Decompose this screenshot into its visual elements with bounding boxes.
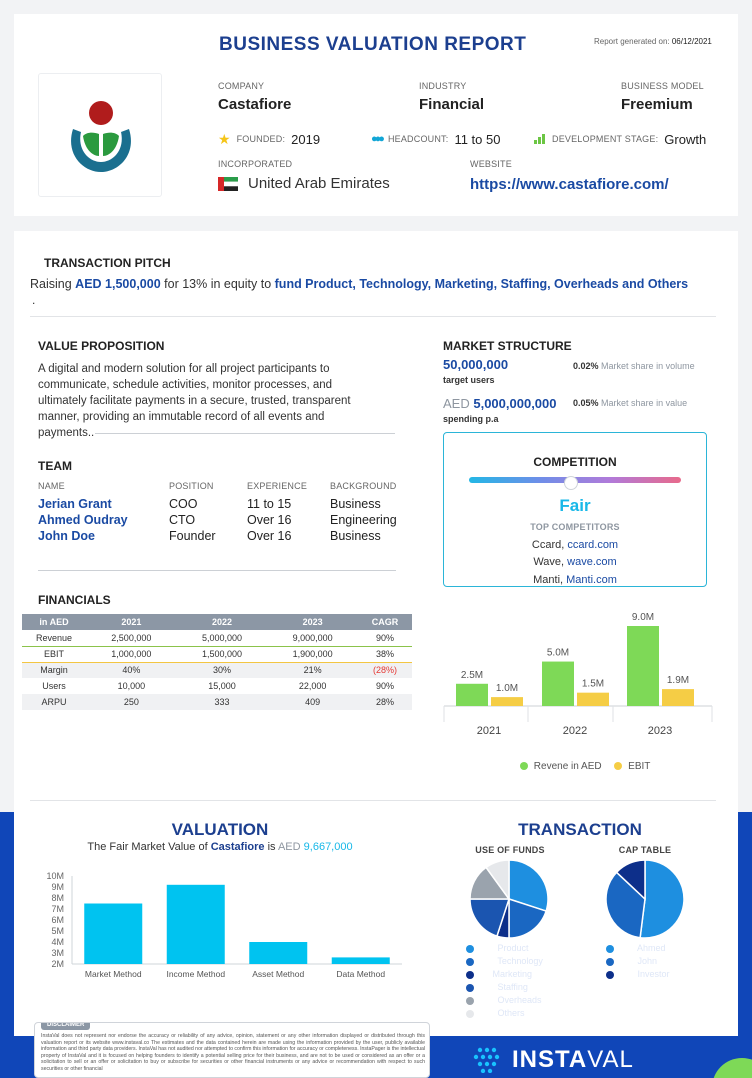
financials-table [22, 614, 412, 710]
competitor-site[interactable]: wave.com [567, 556, 617, 568]
legend-ebit-label: EBIT [628, 761, 651, 772]
value-prop-line: manner, providing an immutable record of all events and [38, 411, 325, 423]
x-tick-label: Data Method [336, 969, 386, 979]
founded-value: 2019 [291, 131, 321, 147]
cap-table-item [606, 968, 670, 981]
cap-table-legend [606, 942, 670, 981]
model-label: BUSINESS MODEL [621, 81, 704, 91]
financials-cell: 2,500,000 [86, 630, 177, 646]
divider-team [38, 570, 396, 571]
competitor-item [443, 536, 707, 554]
use-pct: 30% [477, 943, 496, 953]
cap-name: Ahmed [637, 943, 666, 953]
use-of-funds-item [466, 955, 543, 968]
use-pct: 20% [477, 982, 496, 992]
team-member-background: Engineering [330, 513, 397, 527]
team-header-name: NAME [38, 481, 65, 491]
headcount-value: 11 to 50 [454, 131, 501, 147]
headcount-label: HEADCOUNT: [387, 134, 449, 144]
report-title: BUSINESS VALUATION REPORT [219, 34, 527, 55]
market-spend-label: spending p.a [443, 414, 499, 424]
pitch-text [30, 276, 720, 292]
financials-cell: 90% [375, 681, 394, 691]
industry-value: Financial [419, 96, 485, 113]
use-of-funds-legend [466, 942, 543, 1020]
valuation-sub-company: Castafiore [210, 841, 265, 853]
valuation-bar [249, 942, 307, 964]
company-value: Castafiore [218, 96, 292, 113]
legend-dot [606, 945, 614, 953]
legend-dot [466, 971, 474, 979]
competitor-name: Wave, [533, 556, 565, 568]
legend-dot [606, 971, 614, 979]
team-header-position: POSITION [169, 481, 214, 491]
y-tick-label: 8M [51, 893, 64, 903]
bar-value-label: 2.5M [460, 669, 484, 681]
use-of-funds-pie [468, 858, 550, 940]
use-pct: 5% [477, 969, 491, 979]
team-title: TEAM [38, 459, 72, 473]
valuation-chart [30, 866, 410, 986]
revenue-chart-legend [520, 761, 650, 772]
financials-header: in AED [22, 614, 86, 630]
team-member-background: Business [330, 529, 381, 543]
value-prop-line: ultimately facilitate payments in a secure, trusted, transparent [38, 395, 351, 407]
valuation-sub-prefix: The Fair Market Value of [87, 841, 208, 853]
divider-pitch [30, 316, 716, 317]
report-generated-label: Report generated on: [594, 37, 670, 46]
x-tick-label: 2021 [476, 725, 502, 737]
founded-row [218, 131, 320, 147]
star-icon: ★ [218, 130, 231, 147]
pitch-title: TRANSACTION PITCH [44, 256, 171, 270]
competitor-item [443, 571, 707, 589]
market-users-value: 50,000,000 [443, 357, 509, 372]
y-tick-label: 6M [51, 915, 64, 925]
y-tick-label: 7M [51, 904, 64, 914]
incorporated-row [218, 175, 390, 192]
transaction-title: TRANSACTION [518, 820, 642, 839]
financials-cell: 1,000,000 [86, 646, 177, 662]
founded-label: FOUNDED: [236, 134, 286, 144]
use-name: Others [497, 1008, 525, 1018]
pitch-prefix: Raising [30, 277, 72, 291]
y-tick-label: 9M [51, 882, 64, 892]
website-link[interactable]: https://www.castafiore.com/ [470, 176, 669, 193]
disclaimer-text: InstaVal does not represent nor endorse the accuracy or reliability of any advice, opinion, statement or any other information displayed or distributed through this valuation report or its website www.instaval.co The estimates and the data contained herein are made using the information provided by the user, publicly available information and third party data providers. InstaVal has not audited nor attempted to confirm this information for accuracy or completeness. InstaPager is the intellectual property of InstaVal and it is focused on helping founders to identify a potential selling price for their business, and are not to be used or considered as an offer or a solicitation to sell or an offer or solicitation to buy or subscribe for securities or other financial instruments or any advice or recommendation with respect to such securities or other financial [41, 1033, 425, 1072]
people-icon: ●●● [371, 133, 382, 145]
brand-name-light: VAL [587, 1046, 634, 1073]
instaval-logo-icon [470, 1047, 504, 1073]
industry-label: INDUSTRY [419, 81, 467, 91]
valuation-subtitle [40, 841, 400, 853]
uae-flag-icon [218, 177, 238, 191]
market-volume-label: Market share in volume [601, 361, 695, 371]
use-of-funds-label: USE OF FUNDS [475, 845, 545, 855]
market-spend [443, 396, 557, 411]
y-tick-label: 2M [51, 959, 64, 969]
market-volume [573, 361, 695, 371]
valuation-title: VALUATION [171, 820, 269, 839]
pie-slice [640, 860, 684, 938]
y-tick-label: 3M [51, 948, 64, 958]
competition-gauge-marker [564, 476, 578, 490]
financials-cell: 90% [358, 630, 412, 646]
team-member-position: COO [169, 497, 198, 511]
financials-cell: 21% [267, 662, 358, 678]
report-generated [594, 37, 712, 46]
disclaimer-box [34, 1022, 430, 1078]
stage-label: DEVELOPMENT STAGE: [552, 134, 659, 144]
brand-name-bold: INSTA [512, 1046, 588, 1073]
x-tick-label: Market Method [84, 969, 142, 979]
team-header-experience: EXPERIENCE [247, 481, 308, 491]
revenue-bar [627, 626, 659, 706]
cap-table-item [606, 942, 670, 955]
website-label: WEBSITE [470, 159, 512, 169]
team-member-position: Founder [169, 529, 216, 543]
team-member-name: Jerian Grant [38, 497, 112, 511]
y-tick-label: 10M [46, 871, 64, 881]
value-prop-title: VALUE PROPOSITION [38, 339, 165, 353]
y-tick-label: 5M [51, 926, 64, 936]
legend-dot [466, 958, 474, 966]
use-name: Staffing [497, 982, 528, 992]
bar-value-label: 5.0M [546, 647, 570, 659]
pitch-middle: for 13% in equity to [164, 277, 272, 291]
financials-cell: Revenue [22, 630, 86, 646]
financials-cell: 15,000 [208, 681, 236, 691]
competition-title: COMPETITION [533, 455, 617, 469]
bar-value-label: 1.0M [495, 683, 519, 695]
value-prop-line: payments.. [38, 427, 95, 439]
financials-row-ebit [22, 646, 412, 662]
financials-row-arpu [22, 694, 412, 710]
bar-value-label: 1.9M [666, 675, 690, 687]
financials-cell: 28% [358, 694, 412, 710]
cap-table-label: CAP TABLE [618, 845, 672, 855]
top-competitors-label: TOP COMPETITORS [530, 522, 620, 532]
financials-cell: 333 [177, 694, 268, 710]
financials-cell: 10,000 [117, 681, 146, 691]
y-tick-label: 4M [51, 937, 64, 947]
ebit-bar [577, 693, 609, 706]
financials-cell: 9,000,000 [267, 630, 358, 646]
company-label: COMPANY [218, 81, 265, 91]
financials-row-revenue [22, 630, 412, 646]
financials-header: 2023 [267, 614, 358, 630]
legend-dot [606, 958, 614, 966]
market-spend-value: 5,000,000,000 [473, 396, 557, 411]
financials-cell: 409 [267, 694, 358, 710]
financials-header: 2021 [86, 614, 177, 630]
legend-dot-ebit [614, 762, 622, 770]
market-value-label: Market share in value [601, 398, 688, 408]
pitch-amount: AED 1,500,000 [75, 277, 161, 291]
use-pct: 10% [477, 1008, 496, 1018]
legend-dot [466, 1010, 474, 1018]
cap-table-pie [604, 858, 686, 940]
financials-cell: 1,900,000 [267, 646, 358, 662]
report-generated-date: 06/12/2021 [671, 37, 712, 46]
competitor-site[interactable]: Manti.com [566, 574, 617, 586]
financials-cell: 38% [358, 646, 412, 662]
ebit-bar [491, 697, 523, 706]
cap-name: Investor [637, 969, 670, 979]
team-member-experience: Over 16 [247, 513, 292, 527]
financials-header-row [22, 614, 412, 630]
value-prop-text [38, 361, 398, 441]
financials-cell: ARPU [22, 694, 86, 710]
financials-cell: Margin [22, 662, 86, 678]
valuation-sub-mid: is [267, 841, 276, 853]
financials-cell: 250 [86, 694, 177, 710]
use-of-funds-item [466, 968, 543, 981]
revenue-bar [456, 684, 488, 706]
use-name: Overheads [497, 995, 542, 1005]
financials-cell: EBIT [22, 646, 86, 662]
market-volume-pct: 0.02% [573, 361, 599, 371]
bar-value-label: 9.0M [631, 612, 655, 623]
disclaimer-label: DISCLAIMER [41, 1022, 90, 1030]
legend-dot [466, 945, 474, 953]
revenue-bar [542, 662, 574, 706]
financials-row-margin [22, 662, 412, 678]
bar-value-label: 1.5M [581, 678, 605, 690]
use-pct: 20% [477, 956, 496, 966]
market-spend-currency: AED [443, 396, 470, 411]
team-member-background: Business [330, 497, 381, 511]
growth-bars-icon [534, 134, 546, 144]
use-name: Technology [497, 956, 543, 966]
ebit-bar [662, 689, 694, 706]
use-of-funds-item [466, 994, 543, 1007]
stage-value: Growth [664, 131, 707, 147]
team-member-experience: 11 to 15 [247, 497, 292, 511]
valuation-sub-currency: AED [277, 841, 301, 853]
cap-table-item [606, 955, 670, 968]
pitch-dot: . [32, 293, 36, 307]
financials-title: FINANCIALS [38, 593, 111, 607]
competitor-site[interactable]: ccard.com [567, 539, 619, 551]
company-logo-frame [38, 73, 162, 197]
market-users-label: target users [443, 375, 495, 385]
value-prop-line: communicate, schedule activities, monitor processes, and [38, 379, 333, 391]
market-value-pct: 0.05% [573, 398, 599, 408]
valuation-bar [84, 904, 142, 965]
use-name: Marketing [492, 969, 533, 979]
financials-cell: 1,500,000 [177, 646, 268, 662]
financials-header: CAGR [358, 614, 412, 630]
cap-name: John [637, 956, 658, 966]
use-of-funds-item [466, 981, 543, 994]
competitor-name: Ccard, [531, 539, 565, 551]
legend-dot [466, 984, 474, 992]
legend-revenue-label: Revene in AED [533, 761, 602, 772]
incorporated-value: United Arab Emirates [248, 175, 390, 192]
team-member-experience: Over 16 [247, 529, 292, 543]
divider-summary [30, 800, 716, 801]
x-tick-label: Income Method [166, 969, 226, 979]
x-tick-label: 2023 [647, 725, 673, 737]
financials-cell: 30% [177, 662, 268, 678]
use-pct: 15% [477, 995, 496, 1005]
financials-cell: 5,000,000 [177, 630, 268, 646]
financials-cell: 40% [86, 662, 177, 678]
stage-row [534, 131, 706, 147]
pitch-purpose: fund Product, Technology, Marketing, Staffing, Overheads and Others [274, 277, 689, 291]
financials-header: 2022 [177, 614, 268, 630]
legend-dot [466, 997, 474, 1005]
team-member-name: Ahmed Oudray [38, 513, 128, 527]
market-value-share [573, 398, 687, 408]
use-of-funds-item [466, 942, 543, 955]
cap-pct: 35% [617, 956, 636, 966]
competitor-item [443, 553, 707, 571]
instaval-brand [470, 1046, 634, 1074]
valuation-sub-value: 9,667,000 [303, 841, 353, 853]
model-value: Freemium [621, 96, 693, 113]
x-tick-label: Asset Method [252, 969, 305, 979]
valuation-bar [332, 957, 390, 964]
headcount-row [371, 131, 500, 147]
team-header-background: BACKGROUND [330, 481, 397, 491]
financials-cell-negative: (28%) [358, 662, 412, 678]
use-name: Product [497, 943, 529, 953]
competition-rating: Fair [559, 496, 591, 515]
team-member-position: CTO [169, 513, 196, 527]
incorporated-label: INCORPORATED [218, 159, 293, 169]
financials-row-users [22, 678, 412, 694]
x-tick-label: 2022 [562, 725, 588, 737]
team-member-name: John Doe [38, 529, 95, 543]
cap-pct: 13% [617, 969, 636, 979]
competitor-name: Manti, [533, 574, 564, 586]
financials-cell: 22,000 [298, 681, 327, 691]
financials-cell: Users [42, 681, 66, 691]
cap-pct: 52% [617, 943, 636, 953]
market-title: MARKET STRUCTURE [443, 339, 572, 353]
use-of-funds-item [466, 1007, 543, 1020]
legend-dot-revenue [520, 762, 528, 770]
valuation-bar [167, 885, 225, 964]
company-logo [39, 74, 163, 198]
value-prop-line: A digital and modern solution for all project participants to [38, 363, 330, 375]
divider-value-prop [95, 433, 395, 434]
